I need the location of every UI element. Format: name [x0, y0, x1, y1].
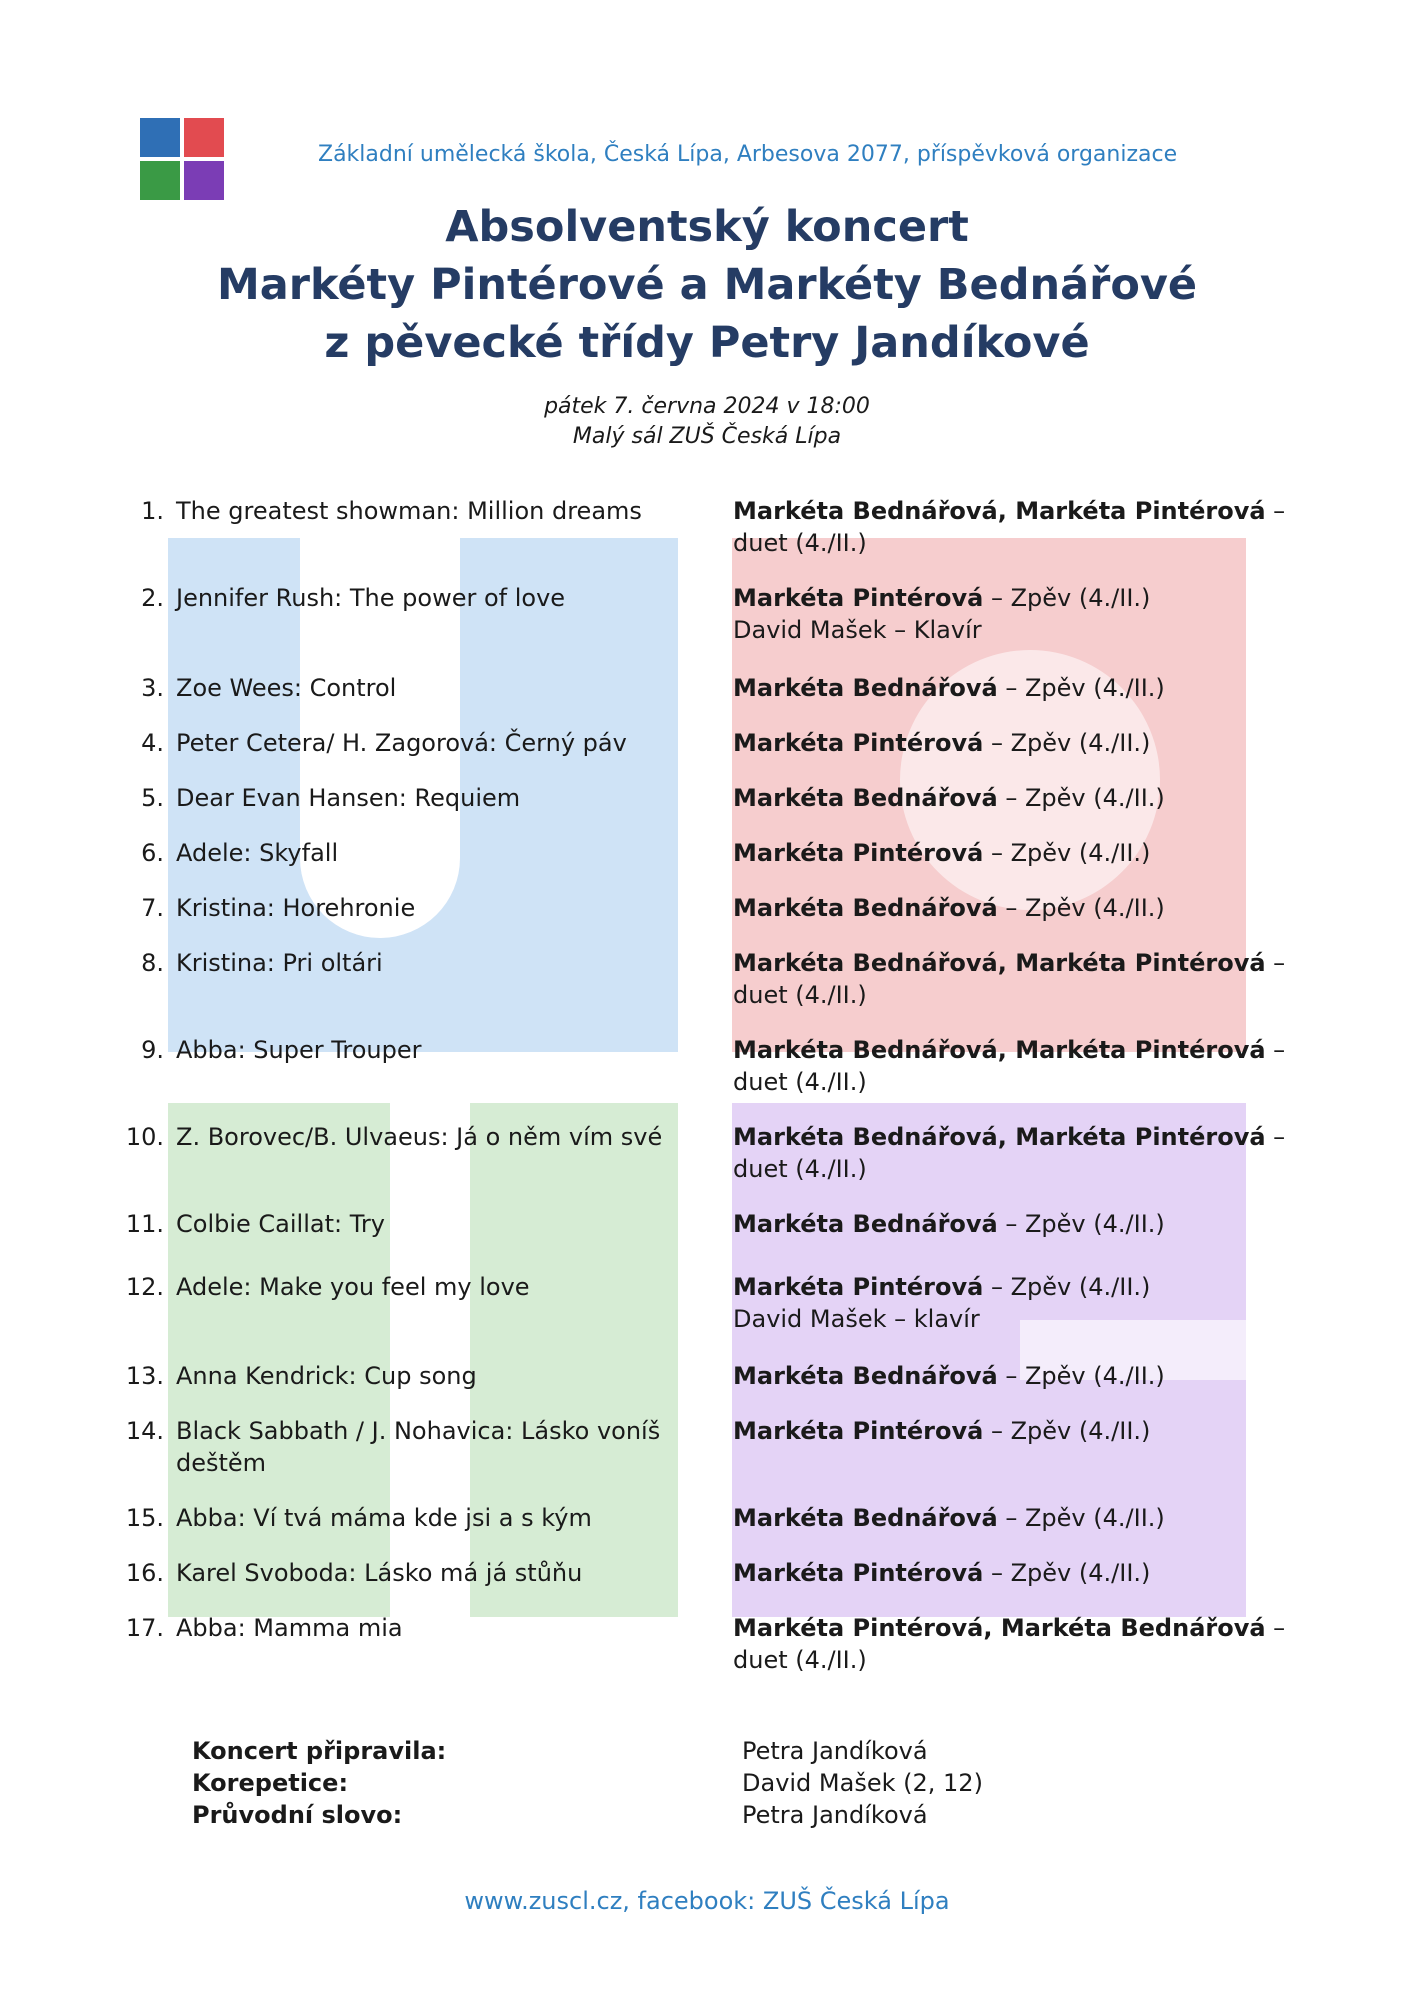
performer-name: Markéta Bednářová — [733, 1210, 998, 1238]
performer-name: Markéta Pintérová — [733, 1559, 984, 1587]
item-number: 12. — [125, 1273, 164, 1301]
performer-line — [733, 1360, 1293, 1392]
event-info — [0, 392, 1414, 452]
performer-role: – duet (4./II.) — [733, 497, 1286, 557]
performer-line — [733, 672, 1293, 704]
performer-role: – Zpěv (4./II.) — [983, 1559, 1151, 1587]
performer-line — [733, 1208, 1293, 1240]
piece-title: Dear Evan Hansen: Requiem — [176, 784, 521, 812]
item-number: 7. — [141, 894, 164, 922]
item-number: 13. — [125, 1362, 164, 1390]
performer-role: – Zpěv (4./II.) — [997, 784, 1165, 812]
performer-line — [733, 1121, 1293, 1185]
credit-label: Koncert připravila: — [192, 1737, 447, 1765]
performer-name: Markéta Bednářová — [733, 674, 998, 702]
piece-title: Zoe Wees: Control — [176, 674, 397, 702]
piece-title: Kristina: Horehronie — [176, 894, 416, 922]
accompanist: David Mašek – Klavír — [733, 616, 982, 644]
credit-row — [0, 1799, 1414, 1831]
item-number: 5. — [141, 784, 164, 812]
title-line-3: z pěvecké třídy Petry Jandíkové — [324, 318, 1090, 368]
performer-name: Markéta Bednářová — [733, 784, 998, 812]
item-number: 8. — [141, 949, 164, 977]
performer-name: Markéta Pintérová — [733, 839, 984, 867]
performer-line — [733, 1612, 1293, 1676]
piece-title: Abba: Ví tvá máma kde jsi a s kým — [176, 1504, 592, 1532]
performer-name: Markéta Pintérová — [733, 729, 984, 757]
performer-role: – Zpěv (4./II.) — [997, 674, 1165, 702]
credit-row — [0, 1735, 1414, 1767]
performer-line — [733, 1557, 1293, 1589]
piece-title: Anna Kendrick: Cup song — [176, 1362, 477, 1390]
credit-label: Průvodní slovo: — [192, 1801, 403, 1829]
item-number: 2. — [141, 584, 164, 612]
item-number: 10. — [125, 1123, 164, 1151]
performer-name: Markéta Bednářová, Markéta Pintérová — [733, 1036, 1266, 1064]
piece-title: Z. Borovec/B. Ulvaeus: Já o něm vím své — [176, 1123, 663, 1151]
performer-name: Markéta Bednářová — [733, 894, 998, 922]
performer-role: – duet (4./II.) — [733, 1614, 1286, 1674]
piece-title: Black Sabbath / J. Nohavica: Lásko voníš deštěm — [176, 1417, 661, 1477]
credit-value: Petra Jandíková — [742, 1801, 928, 1829]
accompanist: David Mašek – klavír — [733, 1305, 980, 1333]
performer-role: – Zpěv (4./II.) — [983, 1417, 1151, 1445]
performer-role: – Zpěv (4./II.) — [983, 729, 1151, 757]
event-date: pátek 7. června 2024 v 18:00 — [544, 394, 870, 419]
credit-row — [0, 1767, 1414, 1799]
credit-label: Korepetice: — [192, 1769, 349, 1797]
performer-line — [733, 727, 1293, 759]
performer-name: Markéta Pintérová, Markéta Bednářová — [733, 1614, 1266, 1642]
performer-name: Markéta Pintérová — [733, 1417, 984, 1445]
credit-value: Petra Jandíková — [742, 1737, 928, 1765]
item-number: 4. — [141, 729, 164, 757]
performer-role: – Zpěv (4./II.) — [997, 1504, 1165, 1532]
piece-title: The greatest showman: Million dreams — [176, 497, 642, 525]
performer-line — [733, 782, 1293, 814]
item-number: 1. — [141, 497, 164, 525]
event-venue: Malý sál ZUŠ Česká Lípa — [572, 424, 842, 449]
performer-line — [733, 1415, 1293, 1447]
piece-title: Abba: Super Trouper — [176, 1036, 422, 1064]
performer-name: Markéta Pintérová — [733, 1273, 984, 1301]
performer-role: – Zpěv (4./II.) — [983, 1273, 1151, 1301]
performer-role: – Zpěv (4./II.) — [983, 839, 1151, 867]
performer-line — [733, 582, 1293, 646]
title-line-1: Absolventský koncert — [445, 202, 969, 252]
performer-role: – duet (4./II.) — [733, 949, 1286, 1009]
performer-name: Markéta Bednářová, Markéta Pintérová — [733, 1123, 1266, 1151]
item-number: 17. — [125, 1614, 164, 1642]
piece-title: Karel Svoboda: Lásko má já stůňu — [176, 1559, 583, 1587]
item-number: 14. — [125, 1417, 164, 1445]
performer-role: – Zpěv (4./II.) — [997, 1210, 1165, 1238]
performer-line — [733, 837, 1293, 869]
item-number: 16. — [125, 1559, 164, 1587]
item-number: 11. — [125, 1210, 164, 1238]
footer-links[interactable]: www.zuscl.cz, facebook: ZUŠ Česká Lípa — [464, 1887, 950, 1915]
item-number: 3. — [141, 674, 164, 702]
performer-line — [733, 495, 1293, 559]
piece-title: Adele: Make you feel my love — [176, 1273, 530, 1301]
performer-role: – Zpěv (4./II.) — [997, 1362, 1165, 1390]
item-number: 15. — [125, 1504, 164, 1532]
item-number: 9. — [141, 1036, 164, 1064]
school-name: Základní umělecká škola, Česká Lípa, Arbesova 2077, příspěvková organizace — [318, 142, 1178, 167]
performer-role: – Zpěv (4./II.) — [997, 894, 1165, 922]
performer-name: Markéta Bednářová, Markéta Pintérová — [733, 497, 1266, 525]
piece-title: Adele: Skyfall — [176, 839, 339, 867]
performer-line — [733, 1271, 1293, 1335]
performer-line — [733, 1034, 1293, 1098]
item-number: 6. — [141, 839, 164, 867]
piece-title: Jennifer Rush: The power of love — [176, 584, 566, 612]
piece-title: Abba: Mamma mia — [176, 1614, 403, 1642]
performer-role: – duet (4./II.) — [733, 1036, 1286, 1096]
performer-line — [733, 947, 1293, 1011]
piece-title: Peter Cetera/ H. Zagorová: Černý páv — [176, 729, 627, 757]
performer-role: – duet (4./II.) — [733, 1123, 1286, 1183]
performer-name: Markéta Bednářová — [733, 1362, 998, 1390]
page-title — [0, 198, 1414, 372]
performer-line — [733, 1502, 1293, 1534]
performer-line — [733, 892, 1293, 924]
school-logo-icon — [140, 118, 224, 200]
title-line-2: Markéty Pintérové a Markéty Bednářové — [216, 260, 1198, 310]
performer-name: Markéta Bednářová, Markéta Pintérová — [733, 949, 1266, 977]
piece-title: Kristina: Pri oltári — [176, 949, 383, 977]
performer-name: Markéta Bednářová — [733, 1504, 998, 1532]
credit-value: David Mašek (2, 12) — [742, 1769, 983, 1797]
performer-name: Markéta Pintérová — [733, 584, 984, 612]
performer-role: – Zpěv (4./II.) — [983, 584, 1151, 612]
piece-title: Colbie Caillat: Try — [176, 1210, 385, 1238]
